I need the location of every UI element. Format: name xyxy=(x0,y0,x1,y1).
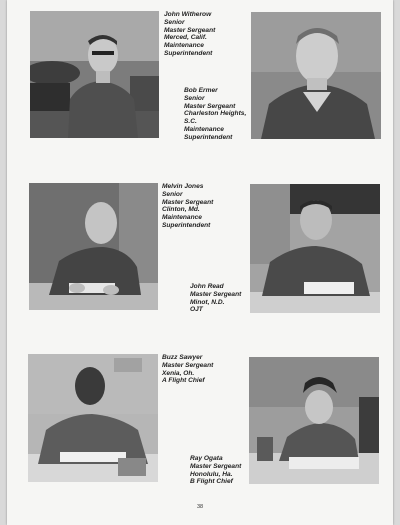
photo-buzz-sawyer xyxy=(28,354,158,482)
portrait-illustration xyxy=(28,354,158,482)
photo-john-witherow xyxy=(30,11,159,138)
caption-line: Senior xyxy=(164,18,185,26)
caption-line: Master Sergeant xyxy=(162,198,214,206)
caption-line: Senior xyxy=(184,94,205,102)
photo-ray-ogata xyxy=(249,357,379,484)
caption-john-read xyxy=(190,283,241,314)
caption-line: Xenia, Oh. xyxy=(162,369,195,377)
caption-line: Honolulu, Ha. xyxy=(190,470,233,478)
portrait-illustration xyxy=(29,183,158,310)
caption-name: Melvin Jones xyxy=(162,183,204,190)
caption-line: A Flight Chief xyxy=(162,377,205,385)
caption-line: Clinton, Md. xyxy=(162,206,200,214)
portrait-illustration xyxy=(249,357,379,484)
caption-line: Superintendent xyxy=(184,133,233,141)
photo-john-read xyxy=(250,184,380,313)
caption-ray-ogata xyxy=(190,455,241,486)
caption-line: Minot, N.D. xyxy=(190,298,225,306)
caption-line: Master Sergeant xyxy=(190,290,242,298)
caption-line: Maintenance xyxy=(184,125,224,133)
caption-line: Master Sergeant xyxy=(164,26,216,34)
caption-name: Buzz Sawyer xyxy=(162,354,203,361)
portrait-illustration xyxy=(251,12,381,139)
caption-line: Superintendent xyxy=(164,49,213,57)
caption-melvin-jones xyxy=(162,183,213,230)
portrait-illustration xyxy=(30,11,159,138)
caption-line: OJT xyxy=(190,306,203,314)
page-number: 38 xyxy=(197,504,204,510)
photo-melvin-jones xyxy=(29,183,158,310)
caption-name: Bob Ermer xyxy=(184,87,218,94)
caption-line: B Flight Chief xyxy=(190,478,233,486)
caption-name: John Read xyxy=(190,283,224,290)
caption-line: S.C. xyxy=(184,118,197,126)
caption-line: Charleston Heights, xyxy=(184,110,247,118)
yearbook-page xyxy=(7,0,393,525)
portrait-illustration xyxy=(250,184,380,313)
caption-line: Master Sergeant xyxy=(184,102,236,110)
caption-line: Superintendent xyxy=(162,221,211,229)
caption-bob-ermer xyxy=(184,87,246,142)
caption-john-witherow xyxy=(164,11,215,58)
caption-name: Ray Ogata xyxy=(190,455,223,462)
caption-line: Maintenance xyxy=(162,214,202,222)
caption-line: Merced, Calif. xyxy=(164,34,207,42)
caption-line: Senior xyxy=(162,190,183,198)
photo-bob-ermer xyxy=(251,12,381,139)
caption-line: Maintenance xyxy=(164,42,204,50)
caption-name: John Witherow xyxy=(164,11,212,18)
caption-buzz-sawyer xyxy=(162,354,213,385)
caption-line: Master Sergeant xyxy=(162,361,214,369)
caption-line: Master Sergeant xyxy=(190,462,242,470)
